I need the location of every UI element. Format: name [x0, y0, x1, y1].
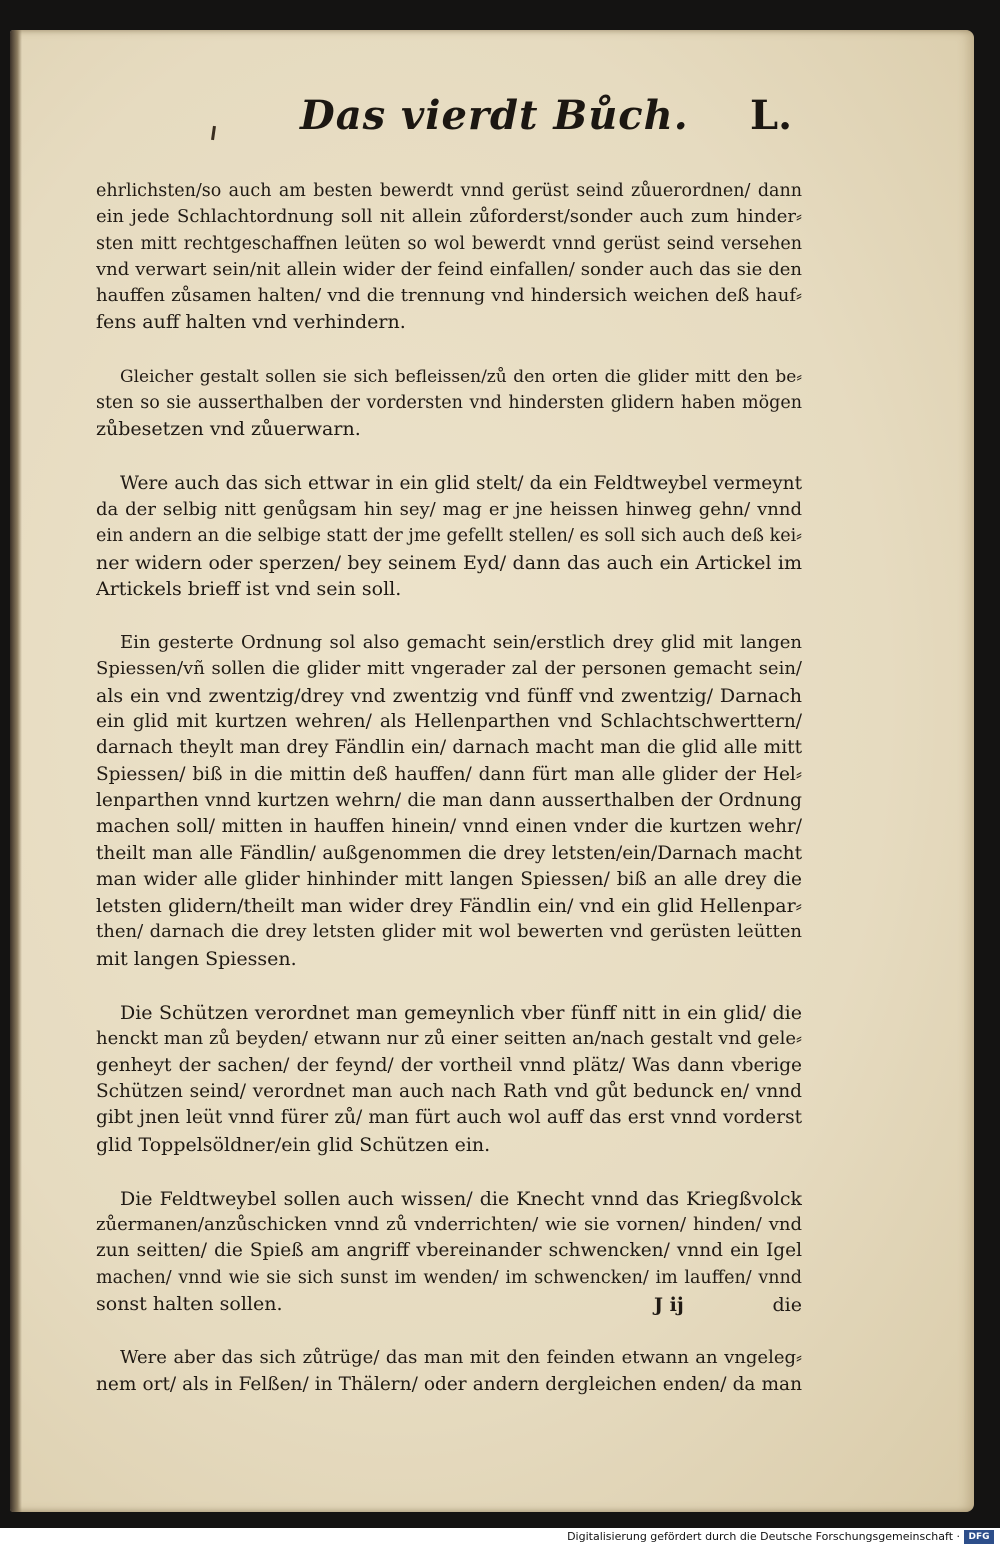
text-line: lenparthen vnnd kurtzen wehrn/ die man dann ausserthalben der Ordnung: [96, 789, 802, 811]
text-line: henckt man zů beyden/ etwann nur zů einer seitten an/nach gestalt vnd gele⸗: [96, 1028, 802, 1050]
text-line: Spiessen/ biß in die mittin deß hauffen/ dann fürt man alle glider der Hel⸗: [96, 763, 802, 785]
text-line: letsten glidern/theilt man wider drey Fändlin ein/ vnd ein glid Hellenpar⸗: [96, 895, 802, 918]
text-line: gibt jnen leüt vnnd fürer zů/ man fürt auch wol auff das erst vnnd vorderst: [96, 1107, 802, 1129]
paragraph: [96, 1345, 802, 1398]
text-line: mit langen Spiessen.: [96, 947, 297, 970]
text-line: sten so sie ausserthalben der vordersten vnd hindersten glidern haben mögen: [96, 393, 802, 414]
text-line: ein jede Schlachtordnung soll nit allein zůforderst/sonder auch zum hinder⸗: [96, 206, 802, 228]
credit-text: Digitalisierung gefördert durch die Deutsche Forschungsgemeinschaft ·: [567, 1530, 960, 1543]
credit-bar: [0, 1528, 1000, 1547]
text-line: sten mitt rechtgeschaffnen leüten so wol bewerdt vnnd gerüst seind versehen: [96, 233, 802, 254]
text-line: hauffen zůsamen halten/ vnd die trennung vnd hindersich weichen deß hauf⸗: [96, 285, 802, 307]
text-line: zůermanen/anzůschicken vnnd zů vnderrichten/ wie sie vornen/ hinden/ vnd: [96, 1214, 802, 1236]
text-block: [96, 178, 802, 1398]
text-line: zůbesetzen vnd zůuerwarn.: [96, 418, 361, 441]
text-line: Gleicher gestalt sollen sie sich befleissen/zů den orten die glider mitt den be⸗: [120, 366, 802, 387]
text-line: Die Feldtweybel sollen auch wissen/ die Knecht vnnd das Kriegßvolck: [120, 1187, 802, 1210]
text-line: Die Schützen verordnet man gemeynlich vber fünff nitt in ein glid/ die: [120, 1002, 802, 1025]
text-line: sonst halten sollen.: [96, 1292, 283, 1315]
text-line: ner widern oder sperzen/ bey seinem Eyd/ dann das auch ein Artickel im: [96, 551, 802, 574]
running-title: Das vierdt Bůch.: [300, 92, 689, 139]
text-line: ein glid mit kurtzen wehren/ als Hellenparthen vnd Schlachtschwerttern/: [96, 711, 802, 733]
paragraph: [96, 178, 802, 336]
paragraph: [96, 1000, 802, 1158]
text-line: vnd verwart sein/nit allein wider der feind einfallen/ sonder auch das sie den: [96, 258, 802, 280]
text-line: ehrlichsten/so auch am besten bewerdt vnnd gerüst seind zůuerordnen/ dann: [96, 181, 802, 201]
paragraph: [96, 630, 802, 972]
text-line: nem ort/ als in Felßen/ in Thälern/ oder andern dergleichen enden/ da man: [96, 1373, 802, 1395]
paragraph: [96, 471, 802, 602]
text-line: Schützen seind/ verordnet man auch nach Rath vnd gůt bedunck en/ vnnd: [96, 1080, 802, 1102]
text-line: Were auch das sich ettwar in ein glid stelt/ da ein Feldtweybel vermeynt: [120, 472, 802, 494]
text-line: machen soll/ mitten in hauffen hinein/ vnnd einen vnder die kurtzen wehr/: [96, 816, 802, 838]
text-line: glid Toppelsöldner/ein glid Schützen ein.: [96, 1133, 491, 1156]
catchword: die: [772, 1294, 802, 1316]
text-line: machen/ vnnd wie sie sich sunst im wenden/ im schwencken/ im lauffen/ vnnd: [96, 1267, 802, 1288]
text-line: da der selbig nitt genůgsam hin sey/ mag er jne heissen hinweg gehn/ vnnd: [96, 498, 802, 520]
folio-number: L.: [749, 92, 792, 139]
text-line: als ein vnd zwentzig/drey vnd zwentzig vnd fünff vnd zwentzig/ Darnach: [96, 684, 802, 707]
paragraph: [96, 364, 802, 443]
text-line: ein andern an die selbige statt der jme gefellt stellen/ es soll sich auch deß kei⸗: [96, 526, 802, 547]
text-line: theilt man alle Fändlin/ außgenommen die drey letsten/ein/Darnach macht: [96, 842, 802, 864]
text-line: zun seitten/ die Spieß am angriff vbereinander schwencken/ vnnd ein Igel: [96, 1240, 802, 1262]
page-foot: [96, 1294, 802, 1322]
page-header: [290, 92, 810, 162]
text-line: Ein gesterte Ordnung sol also gemacht sein/erstlich drey glid mit langen: [120, 632, 802, 654]
text-line: man wider alle glider hinhinder mitt langen Spiessen/ biß an alle drey die: [96, 868, 802, 890]
text-line: Artickels brieff ist vnd sein soll.: [96, 577, 402, 600]
signature-mark: J ij: [654, 1294, 684, 1316]
text-line: darnach theylt man drey Fändlin ein/ darnach macht man die glid alle mitt: [96, 737, 802, 759]
text-line: genheyt der sachen/ der feynd/ der vortheil vnnd plätz/ Was dann vberige: [96, 1054, 802, 1076]
text-line: Were aber das sich zůtrüge/ das man mit den feinden etwann an vngeleg⸗: [120, 1347, 802, 1369]
text-line: then/ darnach die drey letsten glider mit wol bewerten vnd gerüsten leütten: [96, 921, 802, 943]
dfg-logo: DFG: [964, 1530, 994, 1544]
text-line: fens auff halten vnd verhindern.: [96, 311, 406, 334]
text-line: Spiessen/vñ sollen die glider mitt vngerader zal der personen gemacht sein/: [96, 658, 802, 680]
page-gutter: [10, 30, 22, 1512]
